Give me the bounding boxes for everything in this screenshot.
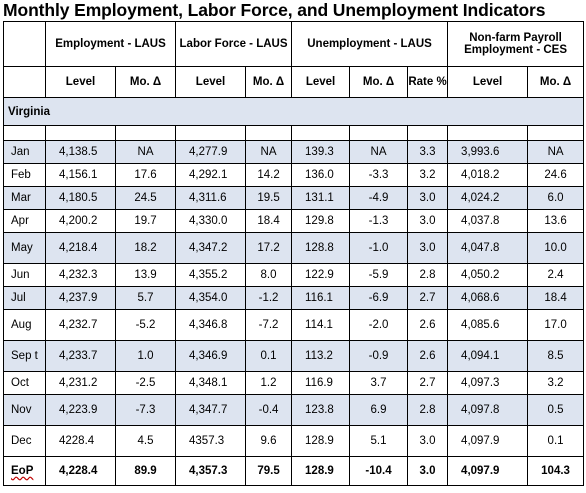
nf-level-cell: 3,993.6 [448, 141, 528, 164]
month-cell: Sep t [4, 341, 46, 372]
un-mo-cell: -2.0 [350, 310, 408, 341]
emp-level-cell: 4,232.7 [46, 310, 116, 341]
rate-cell: 2.7 [408, 372, 448, 395]
eop-un-mo-cell: -10.4 [350, 457, 408, 486]
emp-level-cell: 4,232.3 [46, 264, 116, 287]
month-cell: Jul [4, 287, 46, 310]
emp-level-cell: 4,200.2 [46, 210, 116, 233]
emp-mo-cell: 24.5 [116, 187, 176, 210]
un-mo-cell: 3.7 [350, 372, 408, 395]
table-row [4, 426, 584, 457]
eop-emp-mo-cell: 89.9 [116, 457, 176, 486]
rate-cell: 2.6 [408, 341, 448, 372]
rate-cell: 3.0 [408, 233, 448, 264]
month-cell: Feb [4, 164, 46, 187]
group-header-nonfarm: Non-farm Payroll Employment - CES [448, 22, 584, 67]
emp-level-cell: 4,156.1 [46, 164, 116, 187]
eop-rate-cell: 3.0 [408, 457, 448, 486]
rate-cell: 2.7 [408, 287, 448, 310]
nf-mo-cell: 6.0 [528, 187, 584, 210]
nf-level-cell: 4,050.2 [448, 264, 528, 287]
un-mo-cell: -4.9 [350, 187, 408, 210]
table-row [4, 164, 584, 187]
emp-mo-cell: 1.0 [116, 341, 176, 372]
emp-mo-cell: 19.7 [116, 210, 176, 233]
emp-mo-cell: 4.5 [116, 426, 176, 457]
nf-level-cell: 4,018.2 [448, 164, 528, 187]
lf-level-cell: 4,277.9 [176, 141, 246, 164]
eop-lf-mo-cell: 79.5 [246, 457, 292, 486]
un-level-cell: 114.1 [292, 310, 350, 341]
table-row [4, 287, 584, 310]
table-row [4, 210, 584, 233]
lf-level-cell: 4,354.0 [176, 287, 246, 310]
nf-mo-cell: 3.2 [528, 372, 584, 395]
table-row [4, 372, 584, 395]
un-mo-cell: -1.0 [350, 233, 408, 264]
emp-mo-cell: -2.5 [116, 372, 176, 395]
eop-lf-level-cell: 4,357.3 [176, 457, 246, 486]
nf-mo-cell: 24.6 [528, 164, 584, 187]
emp-level-cell: 4,138.5 [46, 141, 116, 164]
eop-nf-level-cell: 4,097.9 [448, 457, 528, 486]
nf-mo-cell: 0.5 [528, 395, 584, 426]
lf-mo-cell: 9.6 [246, 426, 292, 457]
emp-level-cell: 4,223.9 [46, 395, 116, 426]
table-row [4, 264, 584, 287]
indicators-table [3, 21, 584, 486]
table-row [4, 233, 584, 264]
eop-un-level-cell: 128.9 [292, 457, 350, 486]
un-level-cell: 123.8 [292, 395, 350, 426]
corner-cell [4, 22, 46, 67]
un-mo-cell: NA [350, 141, 408, 164]
un-mo-cell: -3.3 [350, 164, 408, 187]
table-row [4, 141, 584, 164]
eop-nf-mo-cell: 104.3 [528, 457, 584, 486]
un-level-cell: 122.9 [292, 264, 350, 287]
month-cell: Mar [4, 187, 46, 210]
nf-level-cell: 4,097.8 [448, 395, 528, 426]
un-level-cell: 131.1 [292, 187, 350, 210]
lf-mo-cell: -0.4 [246, 395, 292, 426]
un-mo-cell: -6.9 [350, 287, 408, 310]
un-level-cell: 129.8 [292, 210, 350, 233]
month-cell: Apr [4, 210, 46, 233]
nf-level-cell: 4,047.8 [448, 233, 528, 264]
lf-mo-cell: -7.2 [246, 310, 292, 341]
col-header-nf-level: Level [448, 67, 528, 98]
eop-month-cell: EoP [4, 457, 46, 486]
rate-cell: 3.2 [408, 164, 448, 187]
col-header-nf-mo: Mo. Δ [528, 67, 584, 98]
table-row [4, 395, 584, 426]
col-header-rate: Rate % [408, 67, 448, 98]
un-mo-cell: -1.3 [350, 210, 408, 233]
rate-cell: 3.0 [408, 426, 448, 457]
rate-cell: 3.0 [408, 187, 448, 210]
col-header-lf-level: Level [176, 67, 246, 98]
lf-level-cell: 4,348.1 [176, 372, 246, 395]
emp-mo-cell: -7.3 [116, 395, 176, 426]
emp-level-cell: 4,218.4 [46, 233, 116, 264]
month-cell: May [4, 233, 46, 264]
nf-level-cell: 4,097.9 [448, 426, 528, 457]
lf-mo-cell: 17.2 [246, 233, 292, 264]
un-mo-cell: 5.1 [350, 426, 408, 457]
un-level-cell: 128.9 [292, 426, 350, 457]
lf-level-cell: 4,311.6 [176, 187, 246, 210]
lf-level-cell: 4,292.1 [176, 164, 246, 187]
un-mo-cell: -0.9 [350, 341, 408, 372]
un-level-cell: 113.2 [292, 341, 350, 372]
nf-level-cell: 4,037.8 [448, 210, 528, 233]
eop-emp-level-cell: 4,228.4 [46, 457, 116, 486]
nf-level-cell: 4,068.6 [448, 287, 528, 310]
nf-mo-cell: 10.0 [528, 233, 584, 264]
un-level-cell: 136.0 [292, 164, 350, 187]
emp-mo-cell: 18.2 [116, 233, 176, 264]
lf-mo-cell: 18.4 [246, 210, 292, 233]
group-header-labor-force: Labor Force - LAUS [176, 22, 292, 67]
nf-mo-cell: 18.4 [528, 287, 584, 310]
un-mo-cell: 6.9 [350, 395, 408, 426]
month-cell: Jan [4, 141, 46, 164]
emp-mo-cell: 5.7 [116, 287, 176, 310]
lf-level-cell: 4,355.2 [176, 264, 246, 287]
group-header-employment: Employment - LAUS [46, 22, 176, 67]
lf-mo-cell: 8.0 [246, 264, 292, 287]
nf-mo-cell: 0.1 [528, 426, 584, 457]
nf-mo-cell: 13.6 [528, 210, 584, 233]
lf-mo-cell: NA [246, 141, 292, 164]
rate-cell: 3.3 [408, 141, 448, 164]
lf-level-cell: 4,346.8 [176, 310, 246, 341]
un-level-cell: 128.8 [292, 233, 350, 264]
emp-level-cell: 4,231.2 [46, 372, 116, 395]
nf-level-cell: 4,094.1 [448, 341, 528, 372]
region-label: Virginia [4, 98, 584, 126]
lf-level-cell: 4357.3 [176, 426, 246, 457]
month-cell: Nov [4, 395, 46, 426]
col-header-lf-mo: Mo. Δ [246, 67, 292, 98]
lf-mo-cell: 0.1 [246, 341, 292, 372]
lf-level-cell: 4,346.9 [176, 341, 246, 372]
group-header-unemployment: Unemployment - LAUS [292, 22, 448, 67]
table-row [4, 341, 584, 372]
lf-mo-cell: -1.2 [246, 287, 292, 310]
un-level-cell: 116.1 [292, 287, 350, 310]
month-cell: Aug [4, 310, 46, 341]
un-level-cell: 139.3 [292, 141, 350, 164]
un-mo-cell: -5.9 [350, 264, 408, 287]
spacer-cell [4, 126, 46, 141]
emp-level-cell: 4228.4 [46, 426, 116, 457]
nf-level-cell: 4,097.3 [448, 372, 528, 395]
emp-mo-cell: 13.9 [116, 264, 176, 287]
nf-mo-cell: 8.5 [528, 341, 584, 372]
nf-mo-cell: NA [528, 141, 584, 164]
corner-cell-2 [4, 67, 46, 98]
rate-cell: 2.8 [408, 395, 448, 426]
un-level-cell: 116.9 [292, 372, 350, 395]
rate-cell: 2.8 [408, 264, 448, 287]
col-header-emp-level: Level [46, 67, 116, 98]
col-header-un-mo: Mo. Δ [350, 67, 408, 98]
col-header-un-level: Level [292, 67, 350, 98]
page-title: Monthly Employment, Labor Force, and Unemployment Indicators [3, 0, 546, 20]
eop-row [4, 457, 584, 486]
emp-level-cell: 4,237.9 [46, 287, 116, 310]
lf-mo-cell: 14.2 [246, 164, 292, 187]
lf-mo-cell: 1.2 [246, 372, 292, 395]
nf-mo-cell: 17.0 [528, 310, 584, 341]
emp-mo-cell: -5.2 [116, 310, 176, 341]
table-row [4, 310, 584, 341]
emp-mo-cell: NA [116, 141, 176, 164]
lf-mo-cell: 19.5 [246, 187, 292, 210]
emp-level-cell: 4,233.7 [46, 341, 116, 372]
col-header-emp-mo: Mo. Δ [116, 67, 176, 98]
table-row [4, 187, 584, 210]
rate-cell: 3.0 [408, 210, 448, 233]
rate-cell: 2.6 [408, 310, 448, 341]
emp-level-cell: 4,180.5 [46, 187, 116, 210]
nf-mo-cell: 2.4 [528, 264, 584, 287]
lf-level-cell: 4,330.0 [176, 210, 246, 233]
lf-level-cell: 4,347.2 [176, 233, 246, 264]
month-cell: Jun [4, 264, 46, 287]
lf-level-cell: 4,347.7 [176, 395, 246, 426]
emp-mo-cell: 17.6 [116, 164, 176, 187]
month-cell: Oct [4, 372, 46, 395]
nf-level-cell: 4,085.6 [448, 310, 528, 341]
month-cell: Dec [4, 426, 46, 457]
nf-level-cell: 4,024.2 [448, 187, 528, 210]
